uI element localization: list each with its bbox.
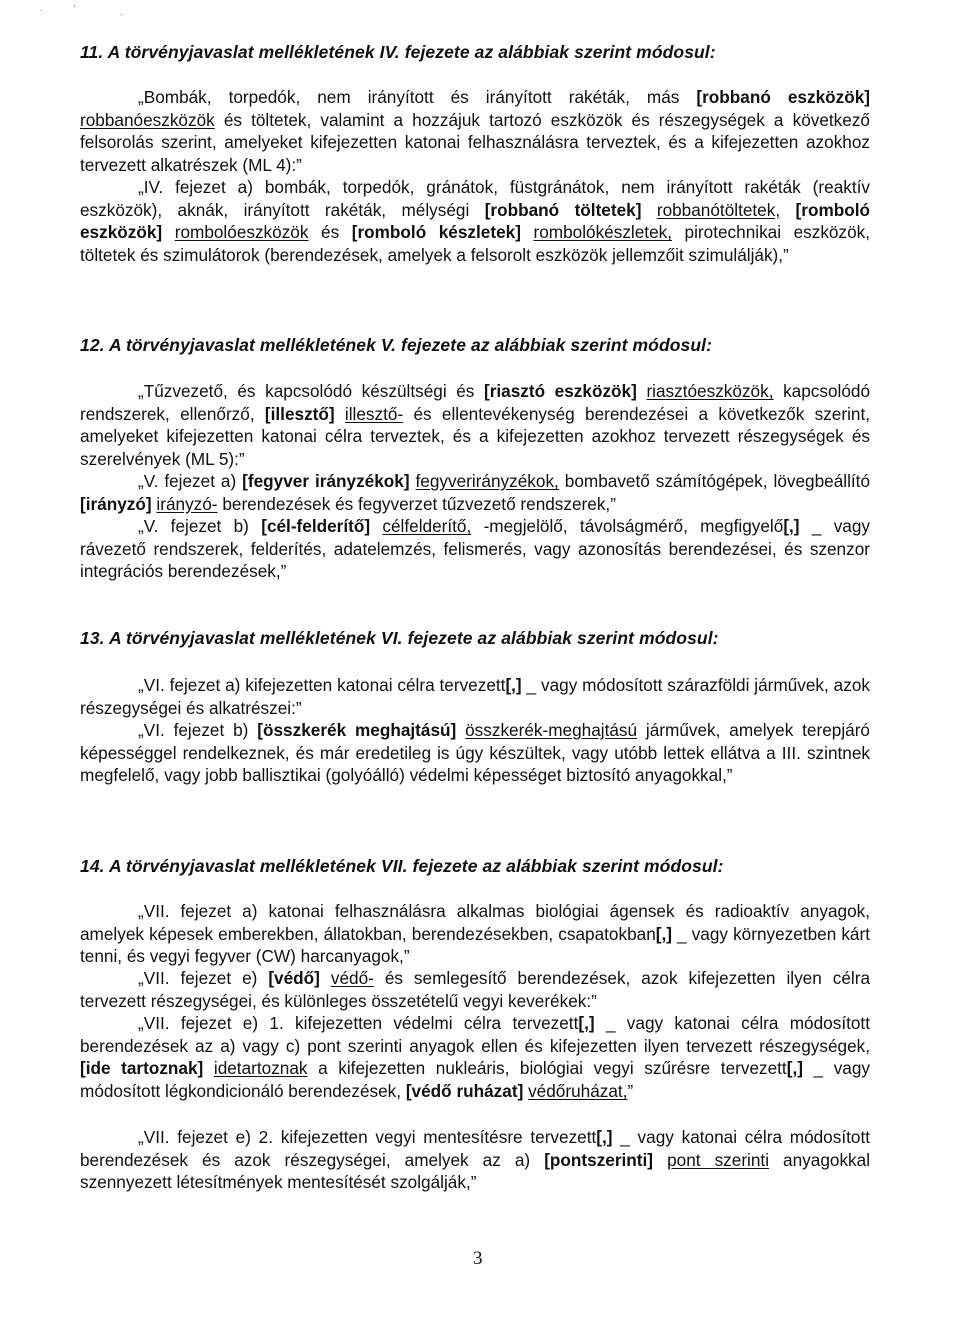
text-run: _ vagy módosított légkondicionáló berendezések, xyxy=(80,1058,870,1101)
text-run: „VII. fejezet a) katonai felhasználásra alkalmas biológiai ágensek és radioaktív anyagok, amelyek képesek emberekben, állatokban, berendezésekben, csapatokban xyxy=(80,901,870,944)
text-run: „IV. fejezet a) bombák, torpedók, gránátok, füstgránátok, nem irányított rakéták (reaktív eszközök), aknák, irányított rakéták, mélységi xyxy=(80,177,870,220)
text-run: „V. fejezet b) xyxy=(138,516,262,536)
paragraph xyxy=(80,967,870,1012)
paragraph xyxy=(80,515,870,583)
deleted-text: [fegyver irányzékok] xyxy=(242,471,410,491)
inserted-text: célfelderítő, xyxy=(382,516,472,536)
text-run: „VI. fejezet a) kifejezetten katonai célra tervezett xyxy=(138,675,506,695)
text-run xyxy=(456,720,465,740)
text-run: anyagokkal szennyezett létesítmények mentesítését szolgálják,” xyxy=(80,1149,871,1193)
deleted-text: [riasztó eszközök] xyxy=(483,381,637,401)
deleted-text: [,] xyxy=(505,675,522,695)
paragraph xyxy=(80,176,870,266)
text-run: „V. fejezet a) xyxy=(138,471,243,491)
deleted-text: [ide tartoznak] xyxy=(80,1058,204,1079)
text-run: bombavető számítógépek, lövegbeállító xyxy=(558,471,871,491)
text-run: berendezések és fegyverzet tűzvezető rendszerek,” xyxy=(217,493,616,514)
inserted-text: pont szerinti xyxy=(667,1149,770,1170)
text-run xyxy=(653,1150,667,1170)
text-run: pirotechnikai eszközök, töltetek és szimulátorok (berendezések, amelyek a felsorolt eszközök jellemzőit szimulálják),” xyxy=(80,222,871,265)
paragraph xyxy=(80,470,870,515)
text-run: _ vagy katonai célra módosított berendezések az a) vagy c) pont szerinti anyagok ellen és kifejezetten ilyen tervezett részegységek, xyxy=(80,1013,870,1056)
section-heading-14: 14. A törvényjavaslat mellékletének VII. fejezete az alábbiak szerint módosul: xyxy=(80,856,724,876)
deleted-text: [romboló készletek] xyxy=(351,222,521,243)
text-run: „VII. fejezet e) 1. kifejezetten védelmi célra tervezett xyxy=(138,1013,579,1033)
text-run xyxy=(370,516,382,536)
deleted-text: [,] xyxy=(786,1058,803,1079)
text-run: _ vagy módosított szárazföldi járművek, azok részegységei és alkatrészei:” xyxy=(80,675,870,718)
deleted-text: [védő ruházat] xyxy=(405,1080,524,1101)
text-run: „VII. fejezet e) xyxy=(138,968,269,988)
inserted-text: riasztóeszközök, xyxy=(646,381,774,401)
text-run xyxy=(320,968,331,988)
text-run: és töltetek, valamint a hozzájuk tartozó eszközök és részegységek a következő felsorolás szerint, amelyeket kifejezetten katonai felhasználásra terveztek, és a kifejezetten azokhoz tervezett alkatrészek (ML 4):” xyxy=(80,109,870,175)
text-run xyxy=(521,222,534,242)
text-run xyxy=(162,222,175,242)
text-run: -megjelölő, távolságmérő, megfigyelő xyxy=(471,516,784,536)
text-run: „VII. fejezet e) 2. kifejezetten vegyi mentesítésre tervezett xyxy=(138,1127,597,1147)
text-run: „VI. fejezet b) xyxy=(138,720,258,740)
text-run: kapcsolódó rendszerek, ellenőrző, xyxy=(80,381,871,424)
inserted-text: robbanótöltetek, xyxy=(656,199,781,220)
inserted-text: robbanóeszközök xyxy=(80,109,215,130)
text-run: és semlegesítő berendezések, azok kifejezetten ilyen célra tervezett részegységei, és különleges összetételű vegyi keverékek:” xyxy=(80,968,871,1011)
deleted-text: [illesztő] xyxy=(264,403,335,424)
text-run: és xyxy=(308,222,352,243)
inserted-text: rombolóeszközök xyxy=(174,222,309,243)
paragraph xyxy=(80,900,870,968)
page-number: 3 xyxy=(473,1248,483,1269)
inserted-text: fegyverirányzékok, xyxy=(415,471,559,491)
deleted-text: [robbanó eszközök] xyxy=(696,87,871,107)
paragraph xyxy=(80,1126,870,1194)
text-run: „Tűzvezető, és kapcsolódó készültségi és xyxy=(138,381,484,401)
scan-speck: ' xyxy=(74,4,76,13)
deleted-text: [romboló eszközök] xyxy=(80,199,871,243)
text-run xyxy=(203,1058,214,1078)
deleted-text: [,] xyxy=(783,516,800,536)
scan-speck: · xyxy=(120,10,123,19)
paragraph xyxy=(80,1012,870,1102)
inserted-text: védő- xyxy=(330,968,374,988)
deleted-text: [összkerék meghajtású] xyxy=(257,720,457,740)
inserted-text: összkerék-meghajtású xyxy=(465,720,638,740)
text-run: és ellentevékenység berendezései a következők szerint, amelyeket kifejezetten katonai célra terveztek, és a kifejezetten azokhoz tervezett részegységek és szerelvények (ML 5):” xyxy=(80,403,871,469)
text-run: járművek, amelyek terepjáró képességgel rendelkeznek, és már eredetileg is úgy készültek, vagy utóbb lettek ellátva a III. szintnek megfelelő, vagy jobb ballisztikai (golyóálló) védelmi képességet biztosító anyagokkal,” xyxy=(80,720,870,786)
deleted-text: [cél-felderítő] xyxy=(261,516,371,536)
text-run xyxy=(641,200,656,220)
inserted-text: rombolókészletek, xyxy=(533,222,672,243)
deleted-text: [robbanó töltetek] xyxy=(484,199,642,220)
section-heading-12: 12. A törvényjavaslat mellékletének V. fejezete az alábbiak szerint módosul: xyxy=(80,335,713,355)
deleted-text: [,] xyxy=(578,1013,595,1033)
text-run: „Bombák, torpedók, nem irányított és irányított rakéták, más xyxy=(138,87,697,107)
deleted-text: [,] xyxy=(596,1127,613,1147)
paragraph xyxy=(80,86,870,176)
deleted-text: [,] xyxy=(655,923,672,944)
text-run xyxy=(335,404,345,424)
text-run: _ vagy katonai célra módosított berendezések és azok részegységei, amelyek az a) xyxy=(80,1127,870,1170)
text-run xyxy=(637,381,647,401)
deleted-text: [pontszerinti] xyxy=(544,1149,654,1170)
inserted-text: idetartoznak xyxy=(213,1058,308,1079)
text-run: a kifejezetten nukleáris, biológiai vegyi szűrésre tervezett xyxy=(307,1058,787,1079)
inserted-text: védőruházat, xyxy=(528,1080,628,1101)
paragraph xyxy=(80,674,870,719)
section-heading-11: 11. A törvényjavaslat mellékletének IV. fejezete az alábbiak szerint módosul: xyxy=(80,42,716,62)
text-run: ” xyxy=(627,1080,634,1101)
text-run: _ vagy környezetben kárt tenni, és vegyi fegyver (CW) harcanyagok,” xyxy=(80,923,870,967)
text-run: _ vagy rávezető rendszerek, felderítés, adatelemzés, felismerés, vagy azonosítás berendezései, és szenzor integrációs berendezések,” xyxy=(80,516,871,582)
section-heading-13: 13. A törvényjavaslat mellékletének VI. fejezete az alábbiak szerint módosul: xyxy=(80,628,719,648)
paragraph xyxy=(80,719,870,787)
scan-speck: · xyxy=(40,6,43,15)
paragraph xyxy=(80,380,870,470)
inserted-text: irányzó- xyxy=(156,493,218,514)
inserted-text: illesztő- xyxy=(344,403,404,424)
text-run xyxy=(780,200,795,220)
deleted-text: [irányzó] xyxy=(80,493,152,514)
deleted-text: [védő] xyxy=(268,968,320,988)
